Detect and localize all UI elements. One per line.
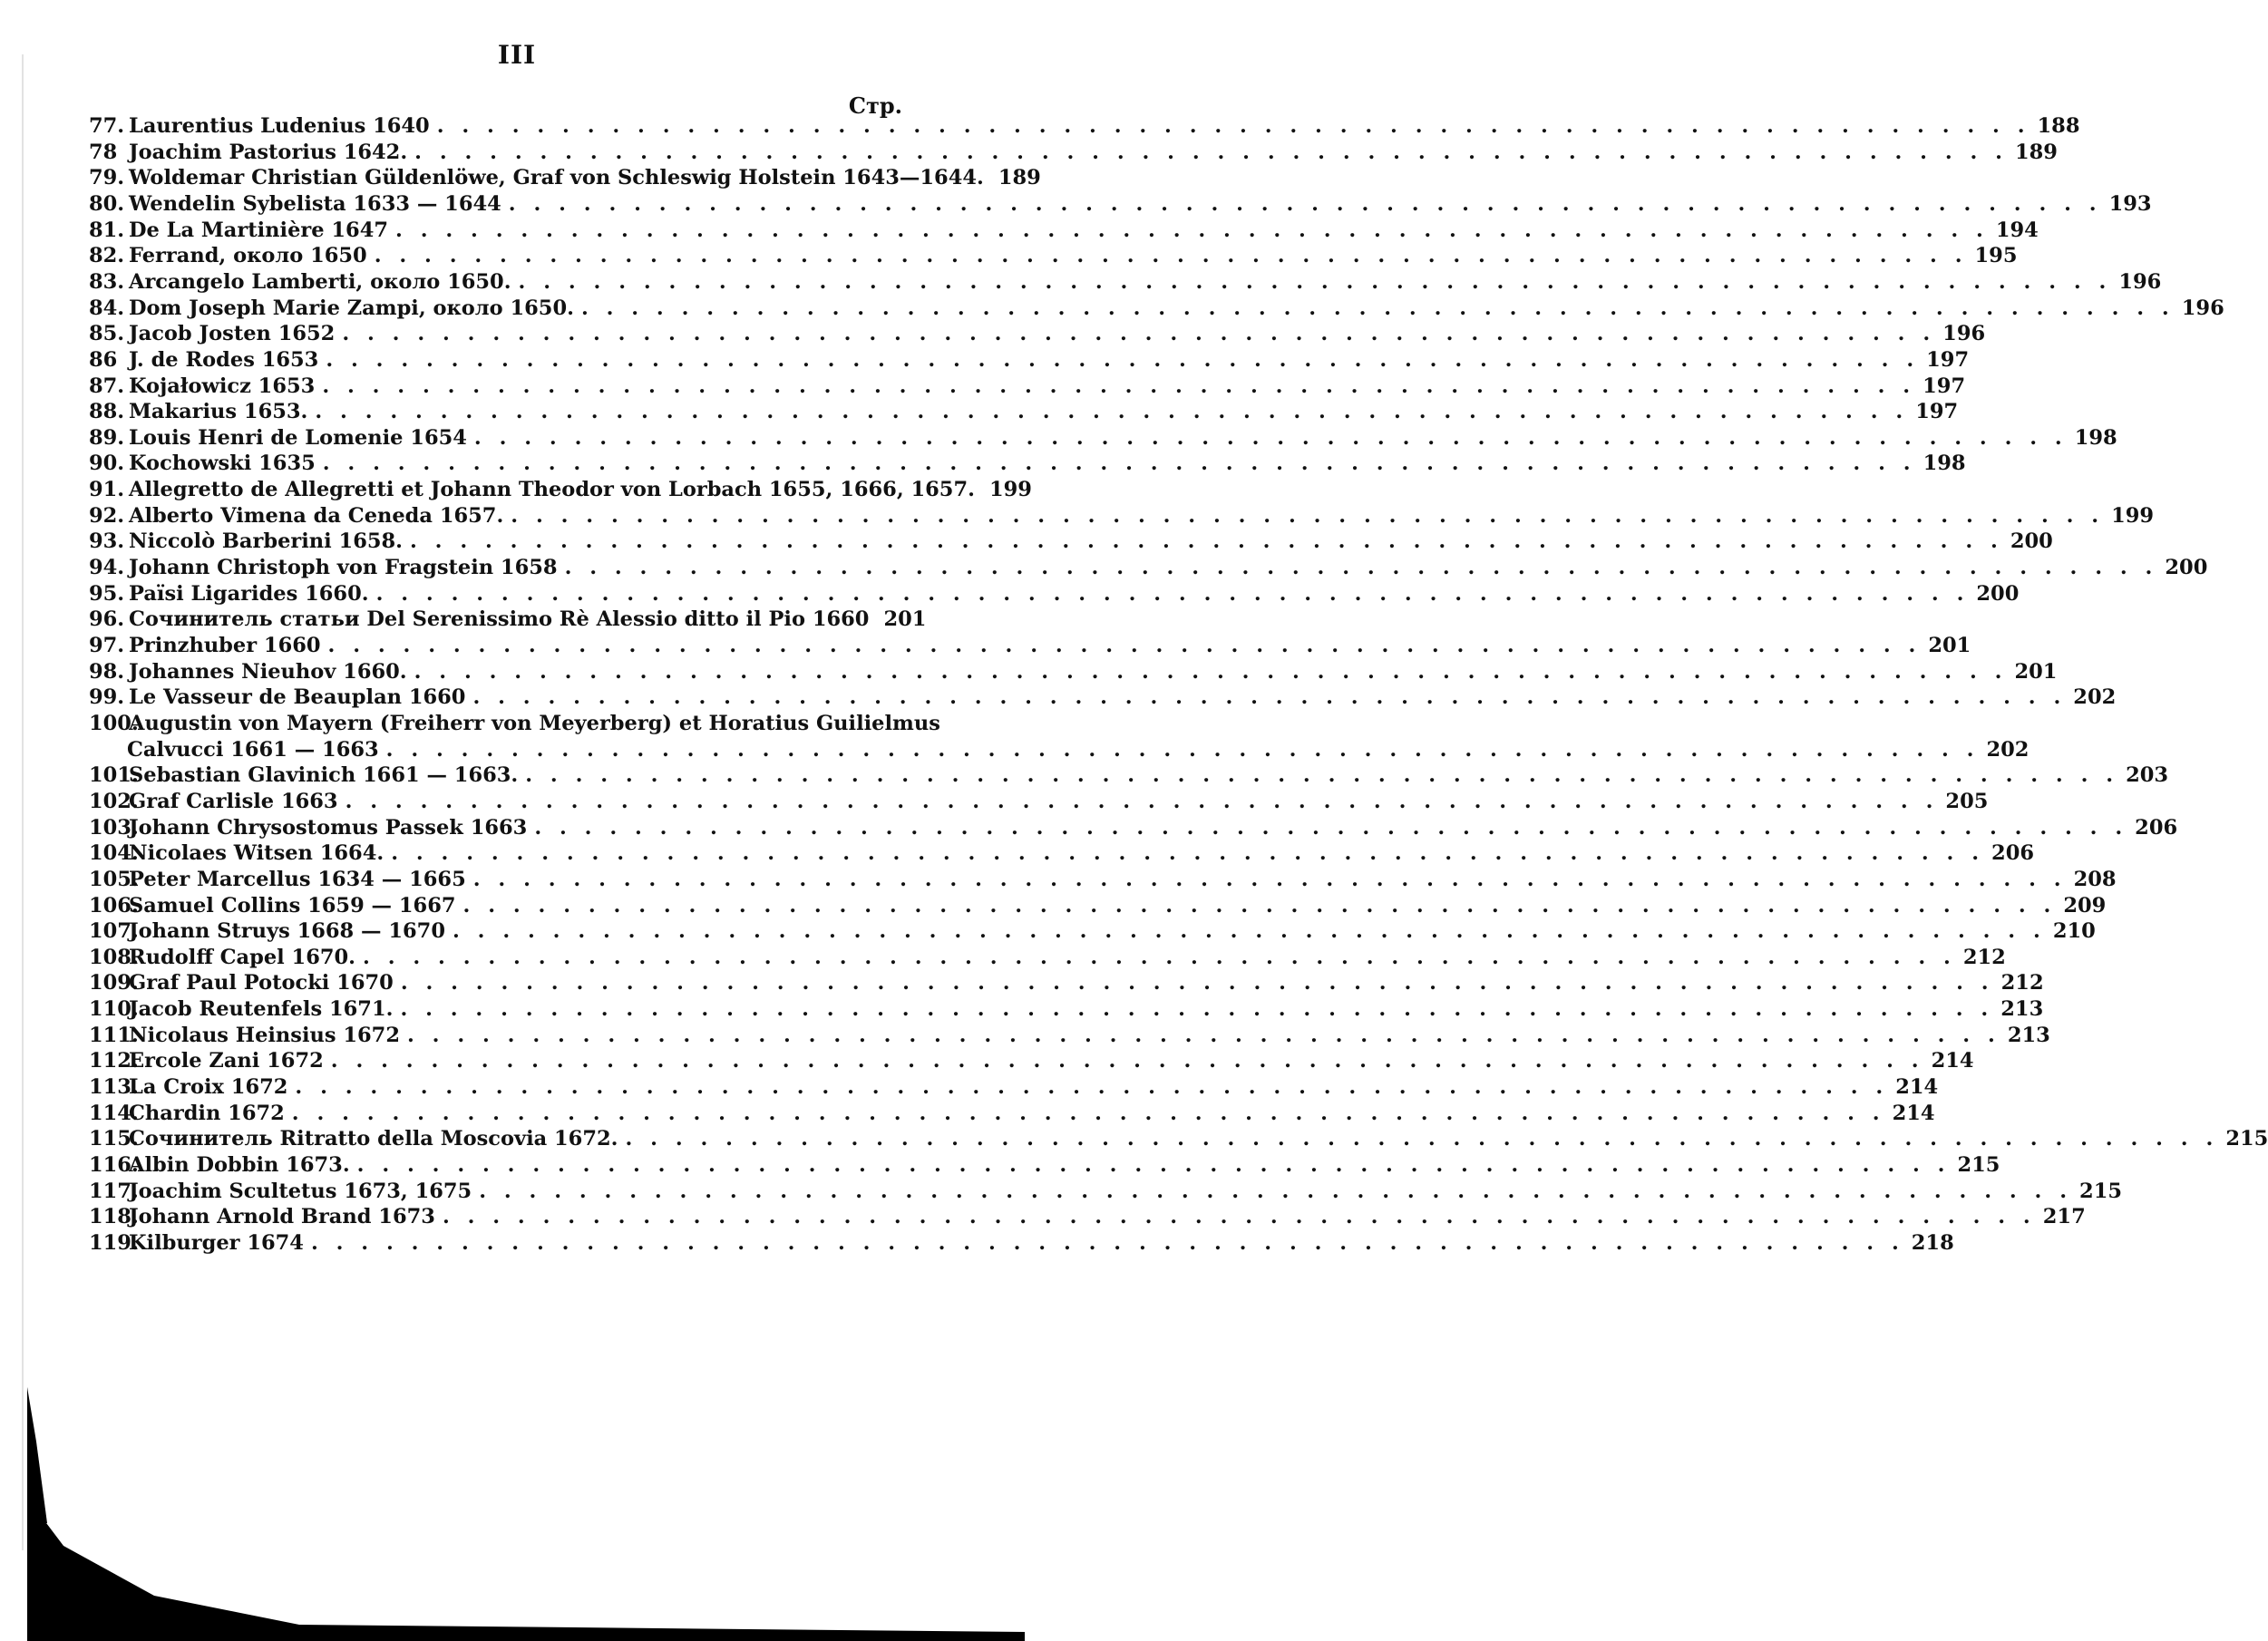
toc-entry-number: 88. [89,400,125,424]
toc-entry-title: Сочинитель статьи Del Serenissimo Rè Alessio ditto il Pio 1660 [129,607,870,632]
toc-entry-title: Johann Christoph von Fragstein 1658 [129,556,558,580]
toc-entry [89,347,1970,375]
toc-entry-title: Rudolff Capel 1670. [129,945,356,969]
toc-entry-page: 198 [1922,452,1966,476]
scan-shadow [27,1387,1025,1641]
toc-entry [89,971,2044,998]
toc-entry-title: Woldemar Christian Güldenlöwe, Graf von Schleswig Holstein 1643—1644. [129,166,984,190]
dot-leader [525,763,2118,787]
dot-leader [474,426,2068,450]
toc-entry-page: 200 [1976,581,2020,606]
toc-entry-title: Graf Carlisle 1663 [129,789,338,813]
toc-entry-title: Arcangelo Lamberti, около 1650. [129,269,511,294]
dot-leader [386,738,1980,762]
dot-leader [346,790,1939,813]
toc-entry-title: Kilburger 1674 [129,1230,304,1255]
toc-entry-number: 116. [89,1153,139,1177]
dot-leader [322,374,1915,398]
toc-entry-page: 199 [988,478,1032,502]
toc-entry-number: 86 [89,347,118,372]
toc-entry-page: 212 [1962,945,2006,969]
toc-entry [89,893,2107,921]
dot-leader [410,529,2003,553]
toc-entry [89,1023,2050,1051]
toc-entry-number: 107. [89,919,139,944]
toc-entry [89,945,2006,973]
dot-leader [315,400,1908,423]
toc-entry-title: Joachim Pastorius 1642. [129,140,408,164]
dot-leader [565,556,2158,579]
dot-leader [473,868,2067,891]
dot-leader [479,1180,2072,1203]
toc-entry-page: 188 [2037,114,2080,138]
toc-entry-number: 89. [89,425,125,450]
toc-entry-page: 215 [2079,1179,2123,1203]
dot-leader [472,685,2066,709]
toc-entry-number: 105. [89,867,139,891]
toc-entry-number: 98. [89,659,125,684]
toc-entry-page: 213 [2007,1023,2050,1047]
toc-entry-page: 206 [2135,815,2178,840]
toc-entry [89,503,2155,531]
toc-entry-page: 210 [2052,919,2096,944]
toc-entry [89,685,2117,713]
toc-entry-page: 215 [2225,1127,2268,1151]
toc-entry-title: Ercole Zani 1672 [129,1049,324,1073]
toc-entry [89,711,940,739]
toc-entry-title: Louis Henri de Lomenie 1654 [129,425,467,450]
toc-entry-title: Johann Struys 1668 — 1670 [129,919,445,944]
toc-entry-title: Graf Paul Potocki 1670 [129,971,394,995]
dot-leader [437,114,2030,138]
dot-leader [401,971,1994,995]
toc-entry-number: 108. [89,945,139,969]
dot-leader [463,894,2057,918]
toc-entry-page: 194 [1995,218,2039,242]
toc-entry-number: 112. [89,1049,139,1073]
toc-entry-title: Johannes Nieuhov 1660. [129,659,407,684]
toc-entry [89,1230,1954,1258]
toc-entry-page: 203 [2126,763,2169,788]
toc-entry-number: 101. [89,763,139,788]
toc-entry-page: 200 [2010,529,2053,554]
dot-leader [376,582,1970,606]
toc-entry [89,244,2018,271]
toc-entry-number: 93. [89,529,125,554]
toc-entry-title: Albin Dobbin 1673. [129,1153,350,1177]
toc-entry-page: 208 [2073,867,2117,891]
toc-entry [89,789,1989,817]
toc-entry-number: 90. [89,452,125,476]
toc-entry [89,763,2169,791]
toc-entry [89,296,2224,324]
toc-entry-number: 119. [89,1230,139,1255]
toc-entry-number: 77. [89,114,125,138]
toc-entry-title: Nicolaus Heinsius 1672 [129,1023,400,1047]
toc-entry-title: De La Martinière 1647 [129,218,389,242]
toc-entry-page: 196 [1942,322,1986,346]
toc-entry-title: Joachim Scultetus 1673, 1675 [129,1179,472,1203]
toc-entry-number: 81. [89,218,125,242]
toc-entry-number: 95. [89,581,125,606]
toc-entry-number: 82. [89,244,125,268]
toc-entry-title: Samuel Collins 1659 — 1667 [129,893,456,918]
toc-entry-number: 91. [89,478,125,502]
dot-leader [509,192,2102,216]
toc-entry-page: 201 [1928,634,1971,657]
toc-entry-number: 97. [89,634,125,657]
toc-entry-title: Kochowski 1635 [129,452,316,476]
toc-entry-page: 201 [2014,659,2058,684]
dot-leader [400,997,1993,1021]
toc-entry-page: 196 [2118,269,2162,294]
toc-entry-title: Chardin 1672 [129,1101,285,1125]
toc-entry [89,1049,1974,1076]
toc-entry-number: 87. [89,374,125,398]
toc-entry-title: Makarius 1653. [129,400,308,424]
dot-leader [311,1231,1904,1255]
toc-entry-page: 189 [998,166,1041,190]
toc-entry-number: 79. [89,166,125,190]
page-number: III [497,40,537,70]
toc-entry-number: 80. [89,191,125,216]
toc-entry-title: Le Vasseur de Beauplan 1660 [129,685,466,710]
toc-entry-number: 111. [89,1023,139,1047]
toc-entry-title: Augustin von Mayern (Freiherr von Meyerberg) et Horatius Guilielmus [129,711,940,735]
dot-leader [375,244,1968,267]
toc-entry-number: 96. [89,607,125,632]
toc-entry-page: 209 [2063,893,2107,918]
toc-entry-title: Jacob Reutenfels 1671. [129,997,394,1022]
toc-entry-title: Allegretto de Allegretti et Johann Theodor von Lorbach 1655, 1666, 1657. [129,478,975,502]
toc-entry-title: J. de Rodes 1653 [129,347,319,372]
toc-entry-page: 214 [1895,1075,1939,1100]
toc-entry [127,737,2030,765]
toc-entry-number: 94. [89,556,125,580]
toc-entry-title: Johann Arnold Brand 1673 [129,1205,435,1229]
toc-entry [89,425,2117,453]
dot-leader [391,841,1984,865]
toc-entry-page: 205 [1945,789,1989,813]
toc-entry-page: 217 [2042,1205,2086,1229]
toc-entry-title: La Croix 1672 [129,1075,288,1100]
toc-entry [89,1101,1935,1129]
toc-entry-number: 114. [89,1101,139,1125]
toc-entry [89,634,1971,661]
toc-entry-number: 99. [89,685,125,710]
dot-leader [357,1153,1951,1177]
toc-entry-page: 201 [883,607,927,632]
toc-entry [89,478,1032,505]
toc-entry [89,452,1966,479]
dot-leader [511,504,2104,528]
toc-entry-number: 103. [89,815,139,840]
dot-leader [292,1102,1885,1125]
toc-entry-number: 109. [89,971,139,995]
toc-entry-number: 92. [89,503,125,528]
dot-leader [414,660,2008,684]
toc-entry-page: 193 [2108,191,2152,216]
toc-entry-title: Wendelin Sybelista 1633 — 1644 [129,191,501,216]
toc-entry-page: 215 [1957,1153,2000,1177]
toc-entry [89,374,1966,402]
toc-entry-page: 197 [1926,347,1970,372]
toc-entry-page: 197 [1915,400,1959,424]
toc-entry [89,218,2039,246]
toc-entry-title: Kojałowicz 1653 [129,374,316,398]
toc-entry-title: Peter Marcellus 1634 — 1665 [129,867,466,891]
toc-entry-title: Dom Joseph Marie Zampi, около 1650. [129,296,574,320]
toc-entry [89,114,2080,141]
toc-entry [89,529,2053,557]
toc-entry-number: 118. [89,1205,139,1229]
dot-leader [331,1049,1924,1073]
toc-entry-title: Ferrand, около 1650 [129,244,367,268]
toc-entry-page: 197 [1922,374,1966,398]
dot-leader [519,270,2112,294]
toc-entry [89,607,927,635]
toc-entry [89,191,2152,219]
toc-entry-title: Calvucci 1661 — 1663 [127,737,379,762]
toc-entry-number: 117. [89,1179,139,1203]
toc-entry-title: Сочинитель Ritratto della Moscovia 1672. [129,1127,618,1151]
toc-entry-title: Nicolaes Witsen 1664. [129,841,384,866]
toc-entry-title: Laurentius Ludenius 1640 [129,114,430,138]
toc-entry [89,659,2058,687]
toc-entry [89,1153,2000,1180]
toc-entry-title: Jacob Josten 1652 [129,322,336,346]
toc-entry [89,140,2058,168]
dot-leader [363,946,1956,969]
toc-entry-number: 106. [89,893,139,918]
toc-entry [89,269,2162,297]
dot-leader [625,1127,2218,1151]
toc-entry-page: 212 [2000,971,2044,995]
toc-entry [89,400,1959,427]
toc-entry-title: Sebastian Glavinich 1661 — 1663. [129,763,519,788]
dot-leader [295,1075,1888,1099]
dot-leader [453,919,2046,943]
toc-entry-page: 200 [2165,556,2208,580]
toc-entry-number: 110. [89,997,139,1022]
toc-entry-number: 78 [89,140,118,164]
toc-entry-number: 115. [89,1127,139,1151]
toc-entry-page: 206 [1991,841,2035,866]
toc-entry [89,322,1986,349]
toc-entry-number: 85. [89,322,125,346]
dot-leader [328,634,1922,657]
toc-entry [89,1205,2086,1232]
toc-entry-number: 102. [89,789,139,813]
toc-entry-page: 196 [2181,296,2224,320]
page-column-label: Стр. [848,92,902,119]
toc-entry [89,1179,2123,1207]
toc-entry-page: 214 [1931,1049,1974,1073]
page-gutter-line [22,54,24,1550]
toc-entry-title: Niccolò Barberini 1658. [129,529,404,554]
toc-entry [89,867,2117,895]
toc-entry-page: 213 [2000,997,2044,1022]
toc-entry-title: Johann Chrysostomus Passek 1663 [129,815,528,840]
toc-entry-number: 84. [89,296,125,320]
toc-entry-title: Païsi Ligarides 1660. [129,581,369,606]
toc-entry-page: 202 [2073,685,2117,710]
toc-entry [89,1127,2268,1154]
dot-leader [581,296,2175,320]
toc-entry-page: 198 [2074,425,2117,450]
toc-entry [89,556,2208,583]
toc-entry-page: 199 [2111,503,2155,528]
toc-entry-page: 218 [1911,1230,1954,1255]
toc-entry-number: 113. [89,1075,139,1100]
toc-entry-number: 104. [89,841,139,866]
toc-entry-number: 83. [89,269,125,294]
toc-entry [89,166,1041,193]
dot-leader [342,322,1935,345]
dot-leader [534,816,2127,840]
dot-leader [414,141,2008,164]
dot-leader [443,1205,2036,1228]
dot-leader [326,348,1919,372]
dot-leader [323,452,1916,475]
toc-entry [89,841,2035,869]
toc-entry-page: 189 [2014,140,2058,164]
toc-entry-page: 202 [1986,737,2030,762]
toc-entry [89,997,2044,1024]
toc-entry [89,919,2096,947]
toc-entry-number: 100. [89,711,139,735]
toc-entry-title: Prinzhuber 1660 [129,634,321,657]
toc-entry [89,581,2020,609]
toc-entry [89,815,2178,843]
toc-entry [89,1075,1939,1102]
dot-leader [407,1024,2000,1047]
toc-entry-page: 195 [1974,244,2018,268]
toc-entry-page: 214 [1892,1101,1935,1125]
toc-entry-title: Alberto Vimena da Ceneda 1657. [129,503,504,528]
dot-leader [395,218,1989,242]
